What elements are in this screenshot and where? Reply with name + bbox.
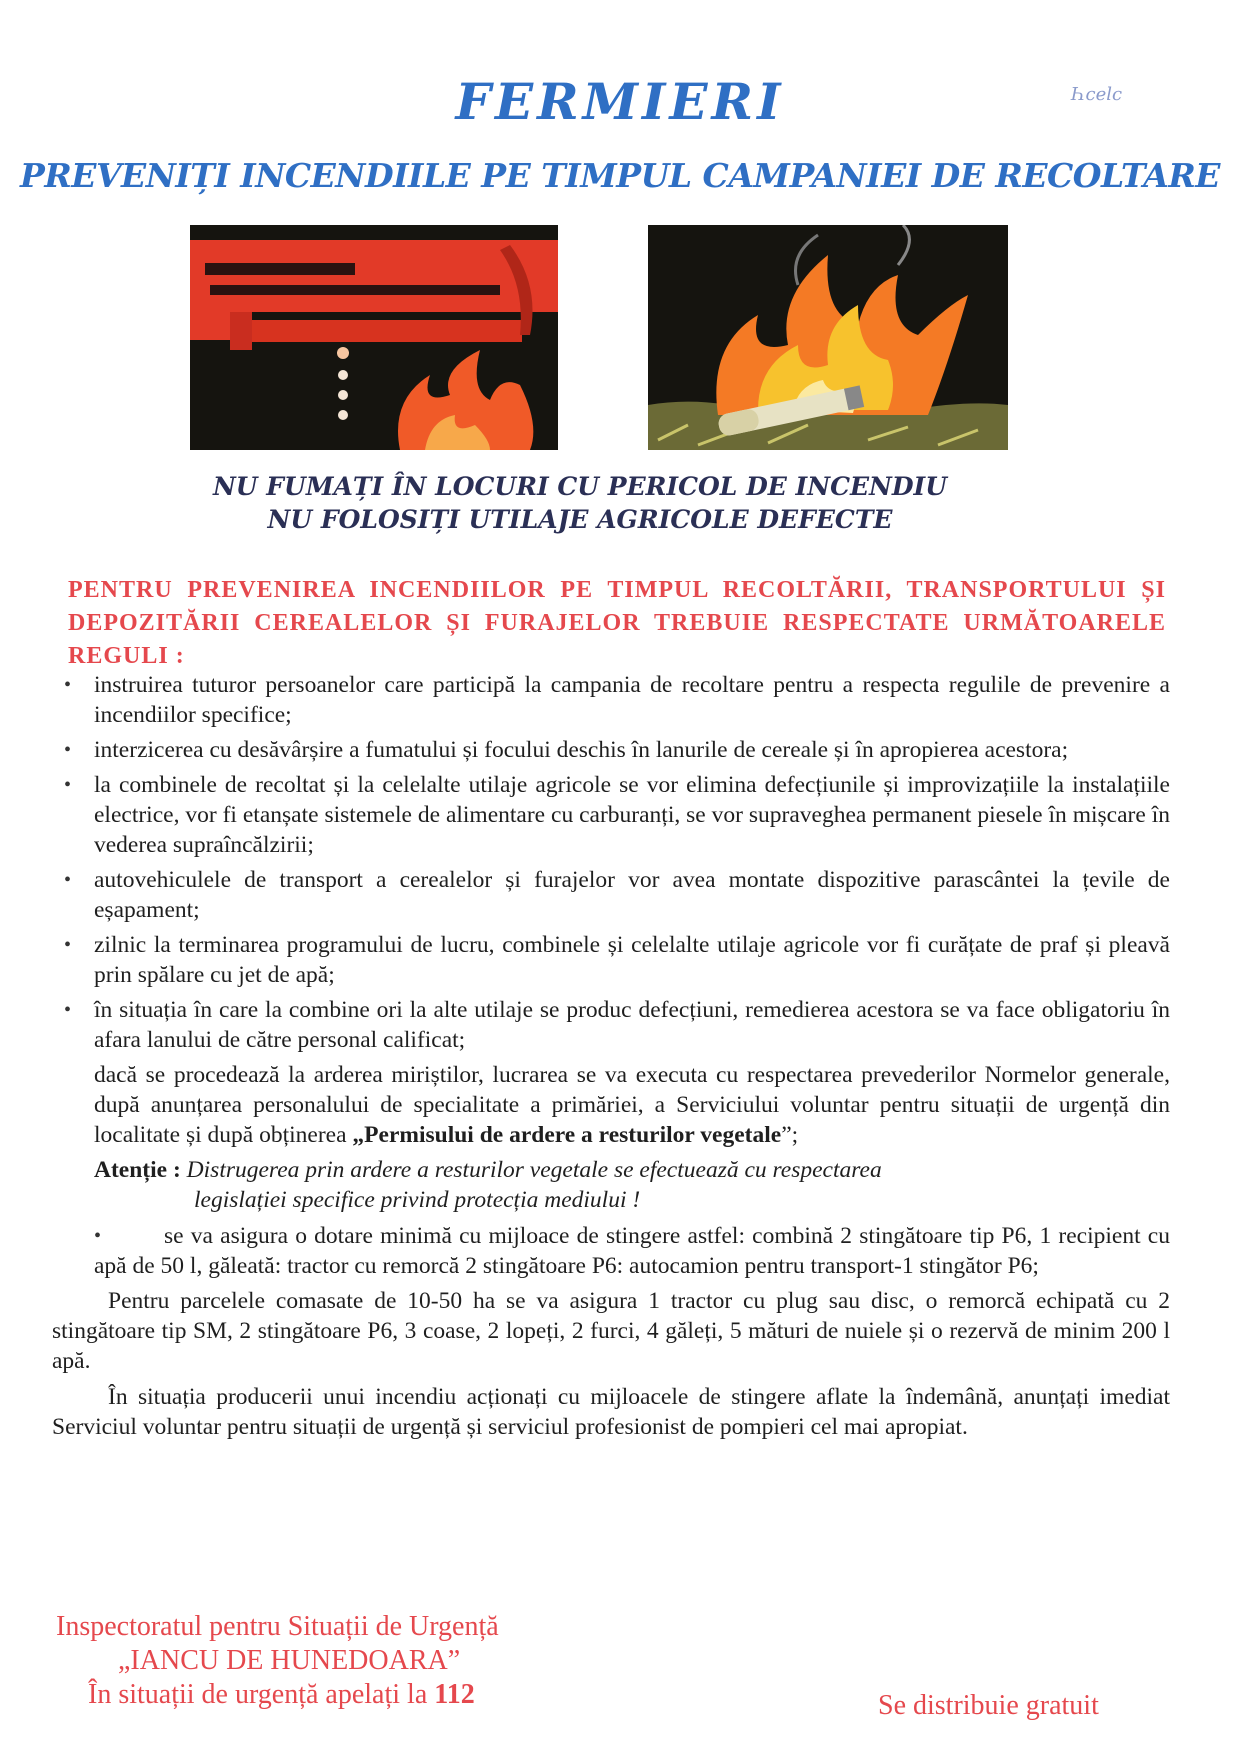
- burning-rule-end: ”;: [781, 1122, 799, 1148]
- machine-leak-fire-illustration: [190, 225, 558, 450]
- rule-text: instruirea tuturor persoanelor care participă la campania de recoltare pentru a respecta regulile de prevenire a incendiilor specifice;: [94, 672, 1170, 728]
- cigarette-fire-illustration: [648, 225, 1008, 450]
- paragraph-fire-response: În situația producerii unui incendiu acționați cu mijloacele de stingere aflate la îndemână, anunțați imediat Serviciul voluntar pentru situații de urgență și serviciul profesionist de pompieri cel mai apropiat.: [52, 1384, 1170, 1440]
- poster-subtitle: PREVENIȚI INCENDIILE PE TIMPUL CAMPANIEI DE RECOLTARE: [20, 156, 1220, 195]
- bullet-icon: •: [64, 934, 72, 956]
- rules-list: [52, 670, 1170, 1448]
- bullet-icon: •: [64, 739, 72, 761]
- rules-heading: PENTRU PREVENIREA INCENDIILOR PE TIMPUL RECOLTĂRII, TRANSPORTULUI ȘI DEPOZITĂRII CEREALELOR ȘI FURAJELOR TREBUIE RESPECTATE URMĂTOARELE REGULI :: [68, 577, 1166, 669]
- attention-text-line1: Distrugerea prin ardere a resturilor vegetale se efectuează cu respectarea: [186, 1157, 882, 1183]
- rule-text: autovehiculele de transport a cerealelor și furajelor vor avea montate dispozitive parascântei la țevile de eșapament;: [94, 867, 1170, 923]
- paragraph-parcels: Pentru parcelele comasate de 10-50 ha se va asigura 1 tractor cu plug sau disc, o remorcă echipată cu 2 stingătoare tip SM, 2 stingătoare P6, 3 coase, 2 lopeți, 2 furci, 4 găleți, 5 mături de nuiele și o rezervă de minim 200 l apă.: [52, 1288, 1170, 1374]
- rule-text: la combinele de recoltat și la celelalte utilaje agricole se vor elimina defecțiunile și improvizațiile la instalațiile electrice, vor fi etanșate sistemele de alimentare cu carburanți, se vor supraveghea permanent piesele în mișcare în vederea supraîncălzirii;: [94, 772, 1170, 858]
- bullet-icon: •: [94, 1225, 102, 1247]
- attention-note: [60, 1155, 1170, 1215]
- rule-item: [60, 670, 1170, 730]
- handwritten-note: Һсеlс: [1072, 84, 1123, 105]
- poster-title: FERMIERI: [455, 72, 785, 131]
- attention-text-line2: legislației specifice privind protecția mediului !: [194, 1187, 641, 1213]
- emergency-text: În situații de urgență apelați la: [88, 1679, 435, 1710]
- emergency-line: [56, 1678, 499, 1712]
- bullet-icon: •: [64, 999, 72, 1021]
- footer-organization: [56, 1610, 499, 1712]
- rule-item: [60, 930, 1170, 990]
- bullet-icon: •: [64, 774, 72, 796]
- warning-no-defective-machinery: NU FOLOSIȚI UTILAJE AGRICOLE DEFECTE: [267, 505, 893, 534]
- emergency-number: 112: [434, 1679, 475, 1710]
- org-name-line2: „IANCU DE HUNEDOARA”: [118, 1645, 461, 1676]
- rule-text: interzicerea cu desăvârșire a fumatului și focului deschis în lanurile de cereale și în apropierea acestora;: [94, 737, 1069, 763]
- burning-rule-text: dacă se procedează la arderea miriștilor, lucrarea se va executa cu respectarea prevederilor Normelor generale, după anunțarea personalului de specialitate a primăriei, a Serviciului voluntar pentru situații de urgență din localitate și după obținerea: [94, 1062, 1170, 1148]
- equipment-rule-text: se va asigura o dotare minimă cu mijloace de stingere astfel: combină 2 stingătoare tip P6, 1 recipient cu apă de 50 l, găleată: tractor cu remorcă 2 stingătoare P6: autocamion pentru transport-1 stingător P6;: [94, 1223, 1170, 1279]
- burning-rule: [60, 1060, 1170, 1150]
- rule-item: [60, 770, 1170, 860]
- warning-no-smoking: NU FUMAȚI ÎN LOCURI CU PERICOL DE INCENDIU: [212, 472, 948, 501]
- bullet-icon: •: [64, 869, 72, 891]
- rule-item: [60, 735, 1170, 765]
- burning-permit-name: „Permisului de ardere a resturilor vegetale: [352, 1122, 782, 1148]
- bullet-icon: •: [64, 674, 72, 696]
- attention-label: Atenție :: [94, 1157, 181, 1183]
- distribution-note: Se distribuie gratuit: [878, 1690, 1099, 1721]
- org-name-line1: Inspectoratul pentru Situații de Urgență: [56, 1611, 499, 1642]
- rule-text: zilnic la terminarea programului de lucru, combinele și celelalte utilaje agricole vor fi curățate de praf și pleavă prin spălare cu jet de apă;: [94, 932, 1170, 988]
- equipment-rule: [60, 1221, 1170, 1281]
- rule-text: în situația în care la combine ori la alte utilaje se produc defecțiuni, remedierea acestora se va face obligatoriu în afara lanului de către personal calificat;: [94, 997, 1170, 1053]
- rule-item: [60, 995, 1170, 1055]
- rule-item: [60, 865, 1170, 925]
